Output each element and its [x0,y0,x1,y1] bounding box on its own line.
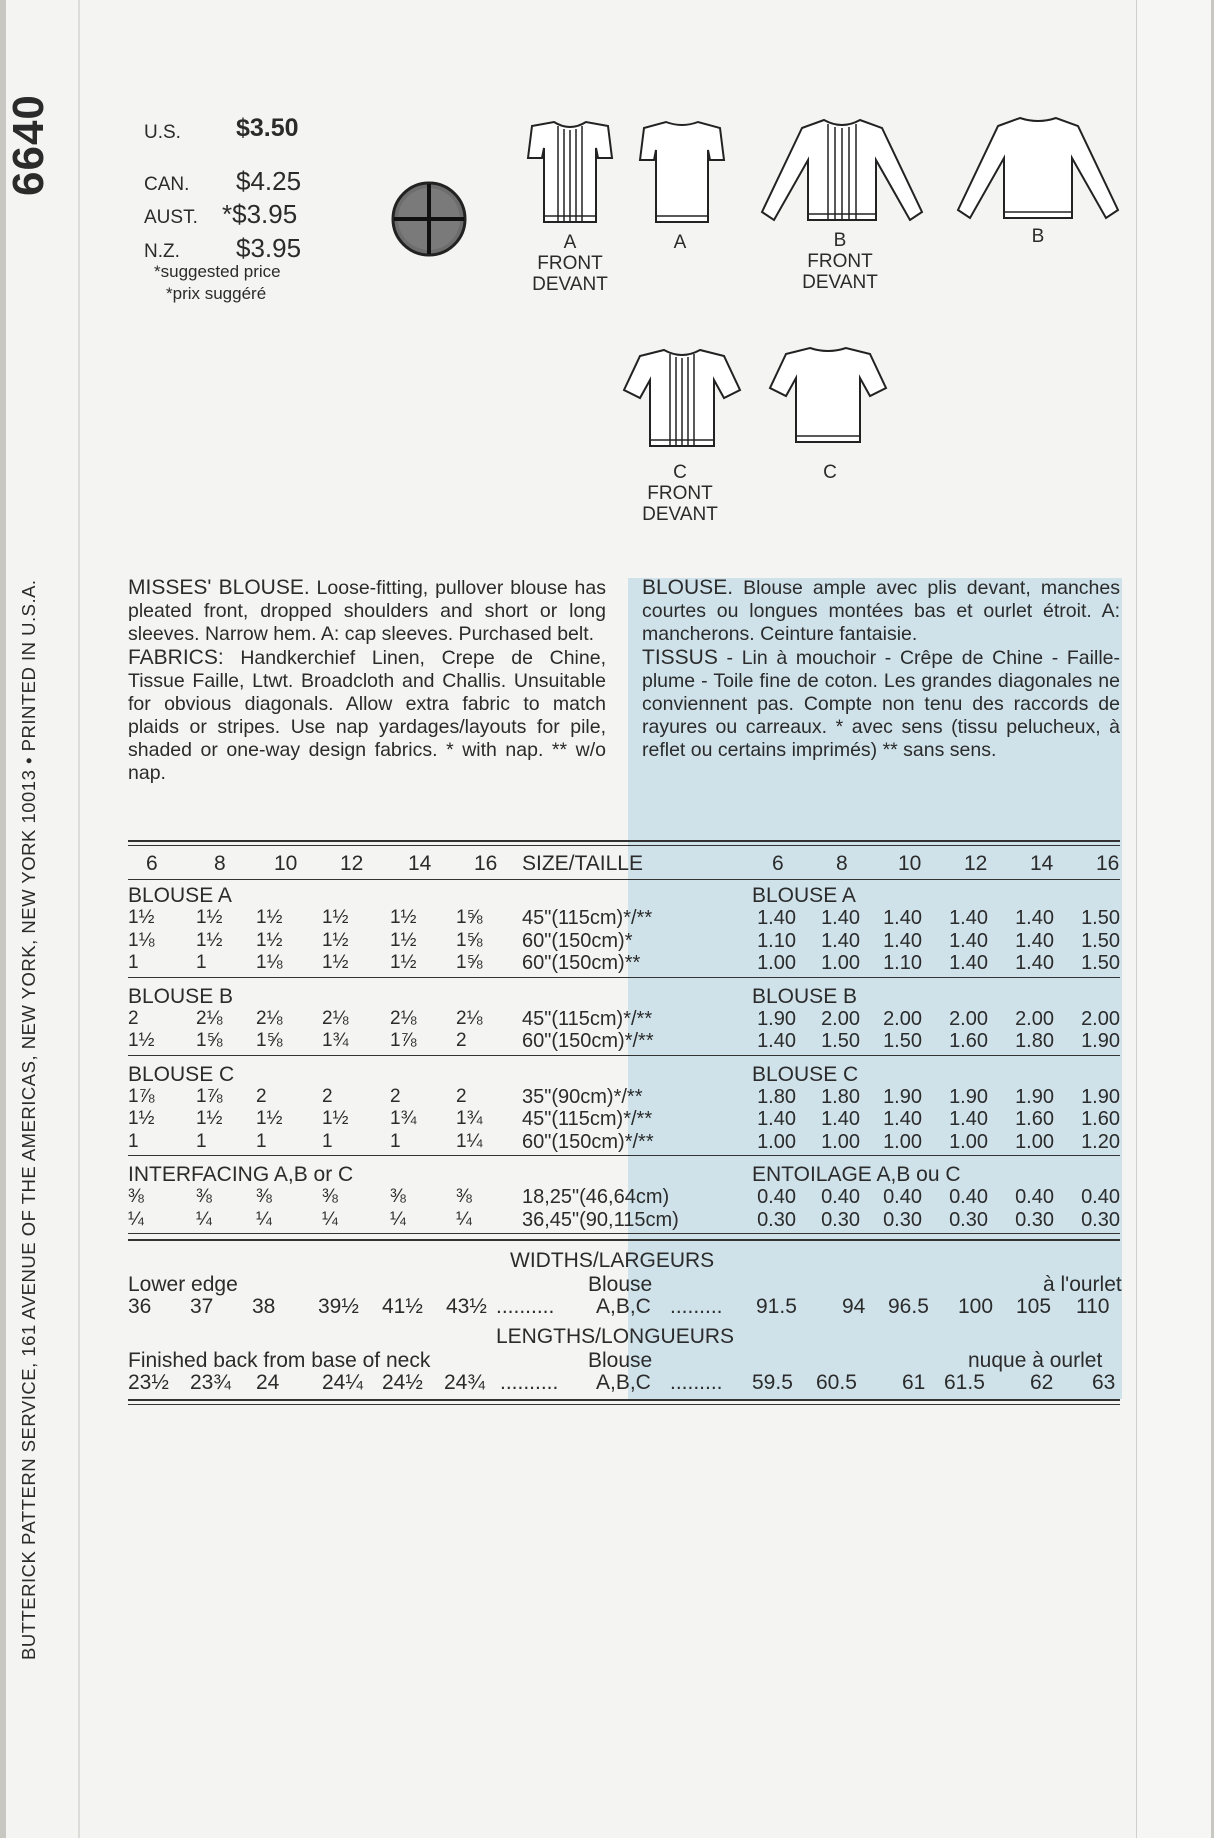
widths-us-cell: 38 [252,1295,276,1318]
size-header-metric: 10 [898,852,922,875]
dot-leader: ......... [670,1295,723,1318]
widths-title: WIDTHS/LARGEURS [510,1249,715,1272]
yardage-metric-cell: 0.30 [757,1208,796,1231]
yardage-us-cell: 1½ [390,952,417,973]
lengths-metric-cell: 60.5 [816,1371,857,1394]
view-a-front-sketch [524,118,616,226]
lengths-metric-cell: 61 [902,1371,926,1394]
yardage-metric-cell: 1.40 [1015,952,1054,974]
yardage-metric-cell: 1.00 [821,1130,860,1153]
yardage-us-cell: 2 [456,1030,467,1051]
fabric-width: 35"(90cm)*/** [522,1085,643,1108]
widths-label-fr: à l'ourlet [1043,1273,1122,1296]
lengths-label-fr: nuque à ourlet [968,1349,1103,1372]
lengths-metric-cell: 61.5 [944,1371,985,1394]
description-en [128,576,606,785]
yardage-us-cell: ⅜ [256,1186,272,1207]
yardage-metric-cell: 1.40 [883,929,922,952]
yardage-metric-cell: 1.50 [1081,929,1120,952]
yardage-metric-cell: 0.30 [1015,1208,1054,1231]
yardage-metric-cell: 1.00 [949,1130,988,1153]
description-en-text: Loose-fitting, pullover blouse has pleated front, dropped shoulders and short or long sleeves. Narrow hem. A: cap sleeves. Purchased belt. [128,577,606,645]
widths-views: A,B,C [596,1295,651,1318]
group-title-fr: BLOUSE C [752,1062,859,1086]
yardage-metric-cell: 1.40 [757,1030,796,1052]
yardage-us-cell: 1 [196,952,207,973]
yardage-us-cell: 1½ [390,907,417,928]
dot-leader: .......... [496,1295,555,1318]
price-note-fr: *prix suggéré [166,284,267,303]
view-letter: A [563,232,577,253]
lengths-us-cell: 24¾ [444,1371,485,1394]
view-b-front-sketch [758,116,926,226]
yardage-us-cell: ¼ [456,1208,472,1230]
size-header-rule [128,879,1120,880]
price-value: *$3.95 [222,199,298,229]
yardage-us-cell: ¼ [256,1208,272,1230]
yardage-metric-cell: 1.40 [883,1108,922,1130]
yardage-us-cell: 2 [128,1007,139,1029]
lengths-metric-cell: 63 [1092,1371,1116,1394]
view-b-front-label [770,230,910,293]
yardage-us-cell: ¼ [322,1208,338,1230]
size-header-metric: 16 [1096,852,1120,875]
yardage-us-cell: 1¾ [322,1030,349,1051]
yardage-metric-cell: 1.00 [1015,1130,1054,1153]
yardage-metric-cell: 2.00 [883,1007,922,1030]
yardage-metric-cell: 1.40 [821,929,860,952]
fabric-width: 45"(115cm)*/** [522,1007,653,1030]
group-title-en: BLOUSE C [128,1062,235,1086]
yardage-metric-cell: 1.40 [821,907,860,929]
yardage-metric-cell: 0.30 [883,1208,922,1231]
lengths-us-cell: 24 [256,1371,280,1394]
yardage-metric-cell: 1.40 [757,1108,796,1130]
price-country: N.Z. [144,241,180,262]
group-title-fr: ENTOILAGE A,B ou C [752,1163,961,1186]
yardage-metric-cell: 1.40 [1015,907,1054,929]
yardage-us-cell: 1¾ [390,1108,417,1129]
fabric-width: 45"(115cm)*/** [522,907,653,929]
yardage-metric-cell: 1.40 [883,907,922,929]
table-bottom-rule [128,1399,1120,1401]
yardage-metric-cell: 2.00 [1081,1007,1120,1030]
yardage-us-cell: 1½ [128,1030,155,1051]
yardage-metric-cell: 0.40 [949,1186,988,1208]
dot-leader: .......... [500,1371,559,1394]
yardage-us-cell: 2 [456,1085,467,1107]
yardage-metric-cell: 1.40 [1015,929,1054,952]
table-top-rule [128,840,1120,842]
yardage-us-cell: 1⅞ [390,1030,417,1051]
yardage-metric-cell: 1.00 [883,1130,922,1153]
yardage-metric-cell: 0.30 [1081,1208,1120,1231]
widths-metric-cell: 105 [1016,1295,1052,1318]
lengths-metric-cell: 59.5 [752,1371,793,1394]
yardage-us-cell: 1⅛ [256,952,283,973]
price-value: $4.25 [236,166,302,196]
view-c-front-label [610,462,750,525]
lengths-label-mid: Blouse [588,1349,653,1372]
yardage-us-cell: 1½ [196,1108,223,1129]
yardage-us-cell: 2⅛ [456,1007,483,1029]
yardage-us-cell: 1 [196,1130,207,1152]
yardage-metric-cell: 1.80 [1015,1030,1054,1052]
yardage-us-cell: ⅜ [456,1186,472,1207]
yardage-metric-cell: 2.00 [821,1007,860,1030]
widths-us-cell: 43½ [446,1295,487,1318]
fabrics-en-text: Handkerchief Linen, Crepe de Chine, Tissue Faille, Ltwt. Broadcloth and Challis. Unsuitable for obvious diagonals. Allow extra fabric to match plaids or stripes. Use nap yardages/layouts for pile, shaded or one-way design fabrics. * with nap. ** w/o nap. [128,647,606,784]
view-b-back-label: B [1031,226,1045,247]
description-fr-title: BLOUSE. [642,576,734,599]
yardage-us-cell: 1⅝ [256,1030,283,1051]
group-rule [128,977,1120,978]
yardage-metric-cell: 0.30 [821,1208,860,1231]
yardage-us-cell: 2⅛ [390,1007,417,1029]
group-title-en: BLOUSE A [128,884,232,907]
yardage-us-cell: 1⅝ [196,1030,223,1051]
yardage-metric-cell: 1.00 [757,1130,796,1153]
view-devant: DEVANT [642,504,718,525]
widths-us-cell: 36 [128,1295,152,1318]
group-rule [128,1233,1120,1234]
yardage-us-cell: 1⅝ [456,952,483,973]
yardage-metric-cell: 1.60 [1015,1108,1054,1130]
widths-label-mid: Blouse [588,1273,653,1296]
widths-us-cell: 37 [190,1295,214,1318]
size-header-metric: 12 [964,852,988,875]
yardage-metric-cell: 1.50 [1081,952,1120,974]
yardage-metric-cell: 0.40 [821,1186,860,1208]
yardage-metric-cell: 1.60 [949,1030,988,1052]
yardage-us-cell: 1½ [256,929,283,951]
view-a-back-sketch [636,118,728,226]
widths-metric-cell: 110 [1076,1295,1110,1318]
size-header-us: 12 [340,852,364,875]
lengths-label-en: Finished back from base of neck [128,1349,431,1372]
yardage-us-cell: ⅜ [322,1186,338,1207]
view-letter: C [673,462,687,483]
yardage-metric-cell: 1.20 [1081,1130,1120,1153]
fabric-width: 60"(150cm)** [522,952,641,974]
price-row-can [144,166,302,196]
lengths-metric-cell: 62 [1030,1371,1054,1394]
widths-metric-cell: 96.5 [888,1295,929,1318]
table-bottom-rule-2 [128,1404,1120,1405]
widths-label-en: Lower edge [128,1273,238,1296]
yardage-us-cell: 1¼ [456,1130,483,1152]
price-note-en: *suggested price [154,262,281,281]
yardage-us-cell: 1½ [256,1108,283,1129]
yardage-us-cell: 1⅞ [196,1085,223,1107]
yardage-metric-cell: 0.40 [1081,1186,1120,1208]
view-front: FRONT [537,253,603,274]
yardage-us-cell: 1½ [322,929,349,951]
yardage-us-cell: ⅜ [128,1186,144,1207]
lengths-us-cell: 24¼ [322,1371,363,1394]
table-top-rule-2 [128,845,1120,846]
yardage-metric-cell: 1.40 [949,1108,988,1130]
fabric-width: 60"(150cm)*/** [522,1030,654,1052]
widths-metric-cell: 91.5 [756,1295,797,1318]
yardage-us-cell: 1½ [322,952,349,973]
yardage-metric-cell: 1.40 [949,907,988,929]
widths-us-cell: 39½ [318,1295,359,1318]
yardage-metric-cell: 1.80 [821,1085,860,1108]
yardage-us-cell: 2 [322,1085,333,1107]
yardage-us-cell: ⅜ [196,1186,212,1207]
view-devant: DEVANT [802,272,878,293]
yardage-us-cell: ¼ [128,1208,144,1230]
price-value: $3.50 [236,114,299,142]
price-row-aust [144,199,298,229]
group-title-en: INTERFACING A,B or C [128,1163,354,1186]
widths-metric-cell: 94 [842,1295,866,1318]
yardage-metric-cell: 1.40 [757,907,796,929]
price-country: U.S. [144,122,181,143]
envelope-flap-edge [1136,0,1211,1838]
view-b-back-sketch [954,112,1122,224]
yardage-us-cell: 1½ [128,1108,155,1129]
yardage-metric-cell: 1.90 [883,1085,922,1108]
lengths-us-cell: 23¾ [190,1371,231,1394]
lengths-views: A,B,C [596,1371,651,1394]
yardage-metric-cell: 1.80 [757,1085,796,1108]
size-header-us: 6 [146,852,158,875]
view-a-back-label: A [673,232,687,253]
yardage-metric-cell: 1.90 [949,1085,988,1108]
yardage-us-cell: 1½ [196,929,223,951]
pattern-number: 6640 [4,94,53,196]
group-title-fr: BLOUSE A [752,884,856,907]
lengths-us-cell: 24½ [382,1371,423,1394]
price-country: AUST. [144,207,198,228]
group-title-en: BLOUSE B [128,984,234,1008]
price-country: CAN. [144,174,190,195]
yardage-metric-cell: 1.40 [821,1108,860,1130]
yardage-us-cell: 1 [322,1130,333,1152]
size-header-metric: 14 [1030,852,1054,875]
group-title-fr: BLOUSE B [752,984,858,1008]
view-c-back-sketch [766,342,890,446]
size-header-metric: 6 [772,852,784,875]
fold-line [78,0,80,1838]
price-row-nz [144,233,302,263]
yardage-us-cell: 2 [390,1085,401,1107]
fabrics-fr-text: - Lin à mouchoir - Crêpe de Chine - Faille-plume - Toile fine de coton. Les grandes diagonales ne conviennent pas. Compte non tenu des raccords de rayures ou carreaux. * avec sens (tissu pelucheux, à reflet ou certains imprimés) ** sans sens. [642,647,1120,761]
widths-metric-cell: 100 [958,1295,994,1318]
yardage-us-cell: ⅜ [390,1186,406,1207]
yardage-us-cell: 1⅞ [128,1085,155,1107]
crosshair-icon [390,180,468,258]
description-en-title: MISSES' BLOUSE. [128,576,310,599]
yardage-us-cell: 2⅛ [256,1007,283,1029]
publisher-line: BUTTERICK PATTERN SERVICE, 161 AVENUE OF THE AMERICAS, NEW YORK, NEW YORK 10013 • PRINTED IN U.S.A. [18,579,39,1660]
yardage-us-cell: 1½ [196,907,223,928]
yardage-metric-cell: 1.40 [949,929,988,952]
yardage-metric-cell: 1.90 [1015,1085,1054,1108]
yardage-us-cell: 1½ [390,929,417,951]
fabric-width: 60"(150cm)* [522,929,633,952]
yardage-metric-cell: 1.90 [1081,1030,1120,1052]
view-letter: B [833,230,847,251]
fabrics-en-title: FABRICS: [128,646,224,669]
fabric-width: 60"(150cm)*/** [522,1130,654,1153]
yardage-us-cell: 1½ [256,907,283,928]
yardage-metric-cell: 1.90 [757,1007,796,1030]
yardage-us-cell: 2⅛ [196,1007,223,1029]
yardage-metric-cell: 1.00 [821,952,860,974]
size-header-us: 16 [474,852,498,875]
size-header-us: 8 [214,852,226,875]
yardage-us-cell: ¼ [390,1208,406,1230]
yardage-metric-cell: 1.10 [757,929,796,952]
yardage-metric-cell: 1.00 [757,952,796,974]
dot-leader: ......... [670,1371,723,1394]
yardage-us-cell: ¼ [196,1208,212,1230]
yardage-us-cell: 1 [128,1130,139,1152]
yardage-us-cell: 1 [128,952,139,973]
yardage-metric-cell: 1.10 [883,952,922,974]
fabrics-fr-title: TISSUS [642,646,718,669]
fabric-width: 45"(115cm)*/** [522,1108,653,1130]
lengths-title: LENGTHS/LONGUEURS [496,1325,735,1348]
yardage-metric-cell: 1.50 [883,1030,922,1052]
yardage-metric-cell: 2.00 [1015,1007,1054,1030]
fabric-width: 18,25"(46,64cm) [522,1186,670,1208]
yardage-metric-cell: 0.40 [883,1186,922,1208]
view-c-front-sketch [620,346,744,450]
yardage-us-cell: 1⅛ [128,929,155,951]
group-rule [128,1155,1120,1156]
yardage-us-cell: 2⅛ [322,1007,349,1029]
description-fr [642,576,1120,762]
yardage-metric-cell: 1.50 [821,1030,860,1052]
widths-us-cell: 41½ [382,1295,423,1318]
size-header-metric: 8 [836,852,848,875]
yardage-us-cell: 1½ [322,1108,349,1129]
view-front: FRONT [807,251,873,272]
fabric-width: 36,45"(90,115cm) [522,1208,679,1231]
yardage-us-cell: 1¾ [456,1108,483,1129]
table-section-rule [128,1239,1120,1241]
yardage-us-cell: 1⅝ [456,929,483,951]
yardage-us-cell: 1⅝ [456,907,483,928]
yardage-metric-cell: 1.60 [1081,1108,1120,1130]
price-value: $3.95 [236,233,302,263]
yardage-us-cell: 1 [256,1130,267,1152]
price-row-us [144,114,299,144]
group-rule [128,1055,1120,1056]
yardage-metric-cell: 0.30 [949,1208,988,1231]
size-header-us: 10 [274,852,298,875]
yardage-us-cell: 1½ [128,907,155,928]
yardage-us-cell: 1 [390,1130,401,1152]
lengths-us-cell: 23½ [128,1371,169,1394]
yardage-metric-cell: 1.50 [1081,907,1120,929]
yardage-metric-cell: 0.40 [757,1186,796,1208]
size-header-label: SIZE/TAILLE [522,852,643,875]
view-devant: DEVANT [532,274,608,295]
yardage-metric-cell: 2.00 [949,1007,988,1030]
view-front: FRONT [647,483,713,504]
yardage-metric-cell: 1.40 [949,952,988,974]
yardage-metric-cell: 0.40 [1015,1186,1054,1208]
size-header-us: 14 [408,852,432,875]
yardage-us-cell: 2 [256,1085,267,1107]
description-fr-text: Blouse ample avec plis devant, manches courtes ou longues montées bas et ourlet étroit. A: mancherons. Ceinture fantaisie. [642,577,1120,645]
view-c-back-label: C [823,462,837,483]
yardage-metric-cell: 1.90 [1081,1085,1120,1108]
yardage-us-cell: 1½ [322,907,349,928]
